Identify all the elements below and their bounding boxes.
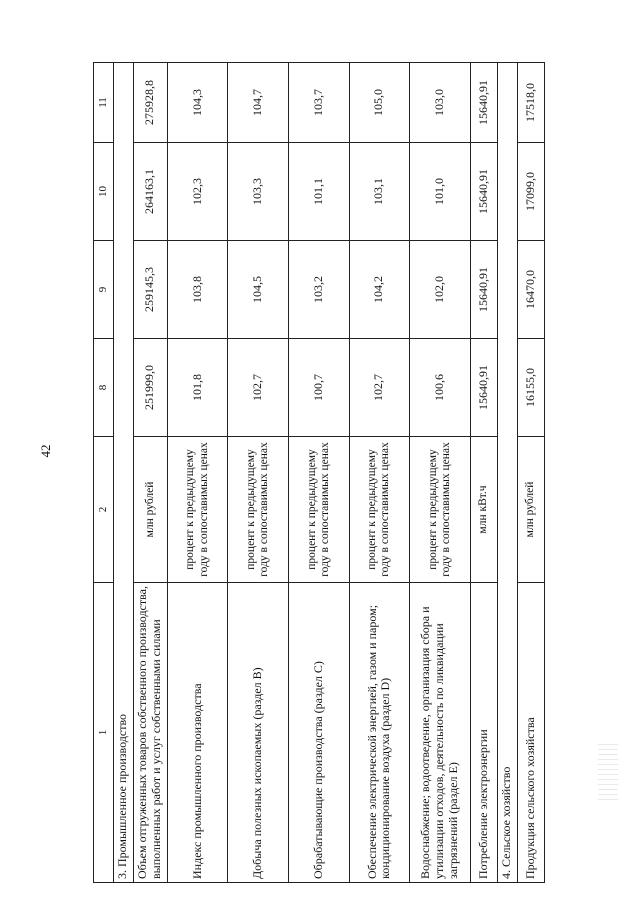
table-row: [410, 63, 471, 883]
indicator-name: Водоснабжение; водоотведение, организация сбора и утилизации отходов, деятельность по ликвидации загрязнений (раздел E): [410, 583, 471, 883]
table-row: [228, 63, 289, 883]
indicator-name: Продукция сельского хозяйства: [517, 583, 544, 883]
section-header-row: [113, 63, 133, 883]
value-cell: 17099,0: [517, 143, 544, 241]
value-cell: 104,5: [228, 241, 289, 339]
table-row: [517, 63, 544, 883]
statistics-table: [93, 62, 545, 883]
indicator-name: Добыча полезных ископаемых (раздел B): [228, 583, 289, 883]
value-cell: 17518,0: [517, 63, 544, 143]
value-cell: 101,8: [167, 339, 228, 437]
column-number-cell: 8: [94, 339, 114, 437]
section-title: 4. Сельское хозяйство: [497, 63, 517, 883]
value-cell: 100,6: [410, 339, 471, 437]
value-cell: 15640,91: [470, 339, 497, 437]
value-cell: 102,7: [349, 339, 410, 437]
indicator-name: Объем отгруженных товаров собственного производства, выполненных работ и услуг собственными силами: [133, 583, 167, 883]
table-rotor: [93, 63, 545, 883]
table-row: [470, 63, 497, 883]
table-row: [349, 63, 410, 883]
page-number: 42: [38, 444, 53, 458]
value-cell: 103,3: [228, 143, 289, 241]
unit-of-measure: процент к предыдущему году в сопоставимых ценах: [288, 437, 349, 583]
value-cell: 251999,0: [133, 339, 167, 437]
value-cell: 103,2: [288, 241, 349, 339]
value-cell: 101,0: [410, 143, 471, 241]
indicator-name: Потребление электроэнергии: [470, 583, 497, 883]
value-cell: 16470,0: [517, 241, 544, 339]
value-cell: 15640,91: [470, 241, 497, 339]
table-row: [167, 63, 228, 883]
value-cell: 105,0: [349, 63, 410, 143]
value-cell: 102,3: [167, 143, 228, 241]
unit-of-measure: млн рублей: [133, 437, 167, 583]
unit-of-measure: млн кВт.ч: [470, 437, 497, 583]
value-cell: 16155,0: [517, 339, 544, 437]
unit-of-measure: процент к предыдущему году в сопоставимых ценах: [349, 437, 410, 583]
unit-of-measure: млн рублей: [517, 437, 544, 583]
section-title: 3. Промышленное производство: [113, 63, 133, 883]
unit-of-measure: процент к предыдущему году в сопоставимых ценах: [228, 437, 289, 583]
value-cell: 275928,8: [133, 63, 167, 143]
section-header-row: [497, 63, 517, 883]
value-cell: 103,7: [288, 63, 349, 143]
value-cell: 104,7: [228, 63, 289, 143]
column-number-cell: 11: [94, 63, 114, 143]
value-cell: 15640,91: [470, 63, 497, 143]
value-cell: 259145,3: [133, 241, 167, 339]
value-cell: 102,7: [228, 339, 289, 437]
value-cell: 104,2: [349, 241, 410, 339]
table-row: [288, 63, 349, 883]
value-cell: 103,8: [167, 241, 228, 339]
value-cell: 103,1: [349, 143, 410, 241]
column-number-row: [94, 63, 114, 883]
value-cell: 101,1: [288, 143, 349, 241]
value-cell: 103,0: [410, 63, 471, 143]
value-cell: 264163,1: [133, 143, 167, 241]
indicator-name: Индекс промышленного производства: [167, 583, 228, 883]
unit-of-measure: процент к предыдущему году в сопоставимых ценах: [167, 437, 228, 583]
column-number-cell: 2: [94, 437, 114, 583]
unit-of-measure: процент к предыдущему году в сопоставимых ценах: [410, 437, 471, 583]
column-number-cell: 10: [94, 143, 114, 241]
indicator-name: Обрабатывающие производства (раздел C): [288, 583, 349, 883]
indicator-name: Обеспечение электрической энергией, газом и паром; кондиционирование воздуха (раздел D): [349, 583, 410, 883]
scan-artifact: [598, 740, 618, 800]
value-cell: 104,3: [167, 63, 228, 143]
rotated-table-container: [93, 63, 545, 883]
value-cell: 102,0: [410, 241, 471, 339]
column-number-cell: 1: [94, 583, 114, 883]
column-number-cell: 9: [94, 241, 114, 339]
value-cell: 100,7: [288, 339, 349, 437]
table-row: [133, 63, 167, 883]
value-cell: 15640,91: [470, 143, 497, 241]
